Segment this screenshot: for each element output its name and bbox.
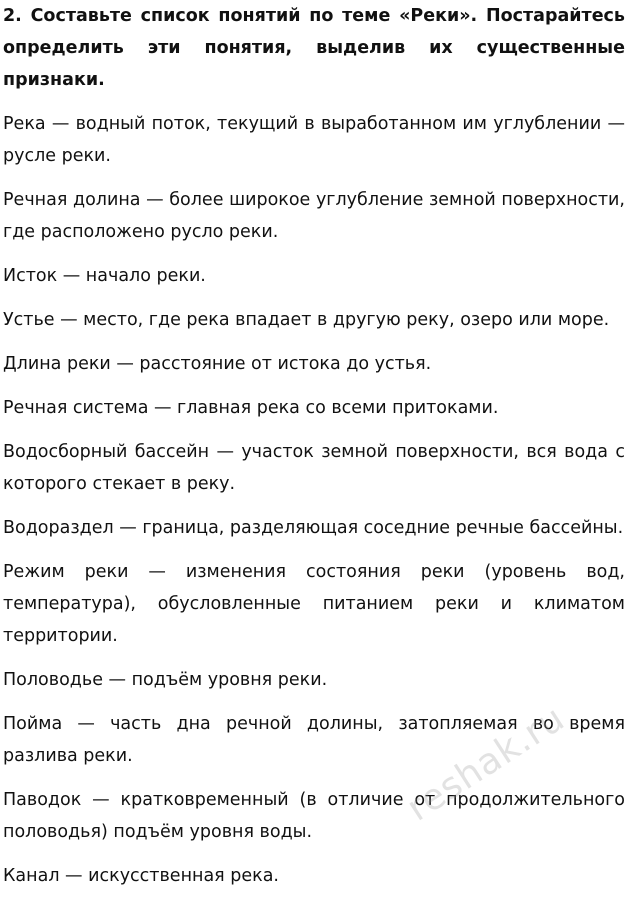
task-heading: 2. Составьте список понятий по теме «Реки». Постарайтесь определить эти понятия, выделив их существенные признаки. — [3, 6, 625, 90]
watermark: reshak.ru — [400, 697, 573, 830]
definition-river-regime: Режим реки — изменения состояния реки (уровень вод, температура), обусловленные питанием реки и климатом территории. — [3, 562, 625, 646]
definition-river: Река — водный поток, текущий в выработанном им углублении — русле реки. — [3, 114, 625, 166]
definition-river-valley: Речная долина — более широкое углубление земной поверхности, где расположено русло реки. — [3, 190, 625, 242]
definition-river-length: Длина реки — расстояние от истока до устья. — [3, 354, 432, 374]
definition-watershed: Водораздел — граница, разделяющая соседние речные бассейны. — [3, 518, 624, 538]
definition-canal: Канал — искусственная река. — [3, 866, 279, 886]
definition-river-system: Речная система — главная река со всеми притоками. — [3, 398, 499, 418]
definition-source: Исток — начало реки. — [3, 266, 206, 286]
definition-flood: Половодье — подъём уровня реки. — [3, 670, 328, 690]
definition-mouth: Устье — место, где река впадает в другую реку, озеро или море. — [3, 310, 610, 330]
definition-floodplain: Пойма — часть дна речной долины, затопляемая во время разлива реки. — [3, 714, 625, 766]
document-page — [3, 0, 625, 904]
definition-drainage-basin: Водосборный бассейн — участок земной поверхности, вся вода с которого стекает в реку. — [3, 442, 625, 494]
definition-freshet: Паводок — кратковременный (в отличие от продолжительного половодья) подъём уровня воды. — [3, 790, 625, 842]
